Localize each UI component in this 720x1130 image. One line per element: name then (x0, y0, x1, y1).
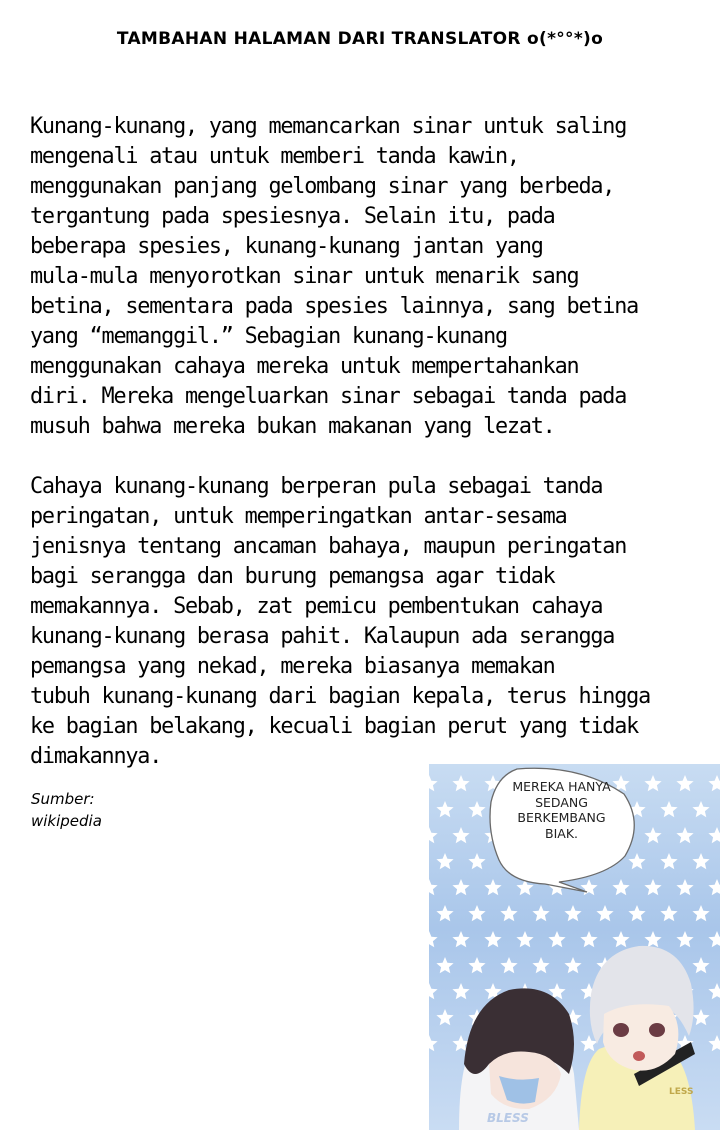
shirt-text-left: BLESS (487, 1111, 529, 1125)
shirt-text-right: LESS (669, 1087, 694, 1097)
source-citation (31, 788, 102, 832)
page-header: TAMBAHAN HALAMAN DARI TRANSLATOR o(*°°*)o (116, 29, 604, 49)
source-value: wikipedia (31, 812, 102, 830)
source-label: Sumber: (31, 790, 95, 808)
paragraph-2: Cahaya kunang-kunang berperan pula sebagai tanda peringatan, untuk memperingatkan antar-sesama jenisnya tentang ancaman bahaya, maupun peringatan bagi serangga dan burung pemangsa agar tidak memakannya. Sebab, zat pemicu pembentukan cahaya kunang-kunang berasa pahit. Kalaupun ada serangga pemangsa yang nekad, mereka biasanya memakan tubuh kunang-kunang dari bagian kepala, terus hingga ke bagian belakang, kecuali bagian perut yang tidak dimakannya. (30, 474, 650, 769)
comic-panel (429, 764, 720, 1130)
speech-bubble-text: MEREKA HANYA SEDANG BERKEMBANG BIAK. (512, 779, 611, 841)
paragraph-1: Kunang-kunang, yang memancarkan sinar untuk saling mengenali atau untuk memberi tanda kawin, menggunakan panjang gelombang sinar yang berbeda, tergantung pada spesiesnya. Selain itu, pada beberapa spesies, kunang-kunang jantan yang mula-mula menyorotkan sinar untuk menarik sang betina, sementara pada spesies lainnya, sang betina yang “memanggil.” Sebagian kunang-kunang menggunakan cahaya mereka untuk mempertahankan diri. Mereka mengeluarkan sinar sebagai tanda pada musuh bahwa mereka bukan makanan yang lezat. (30, 114, 639, 439)
